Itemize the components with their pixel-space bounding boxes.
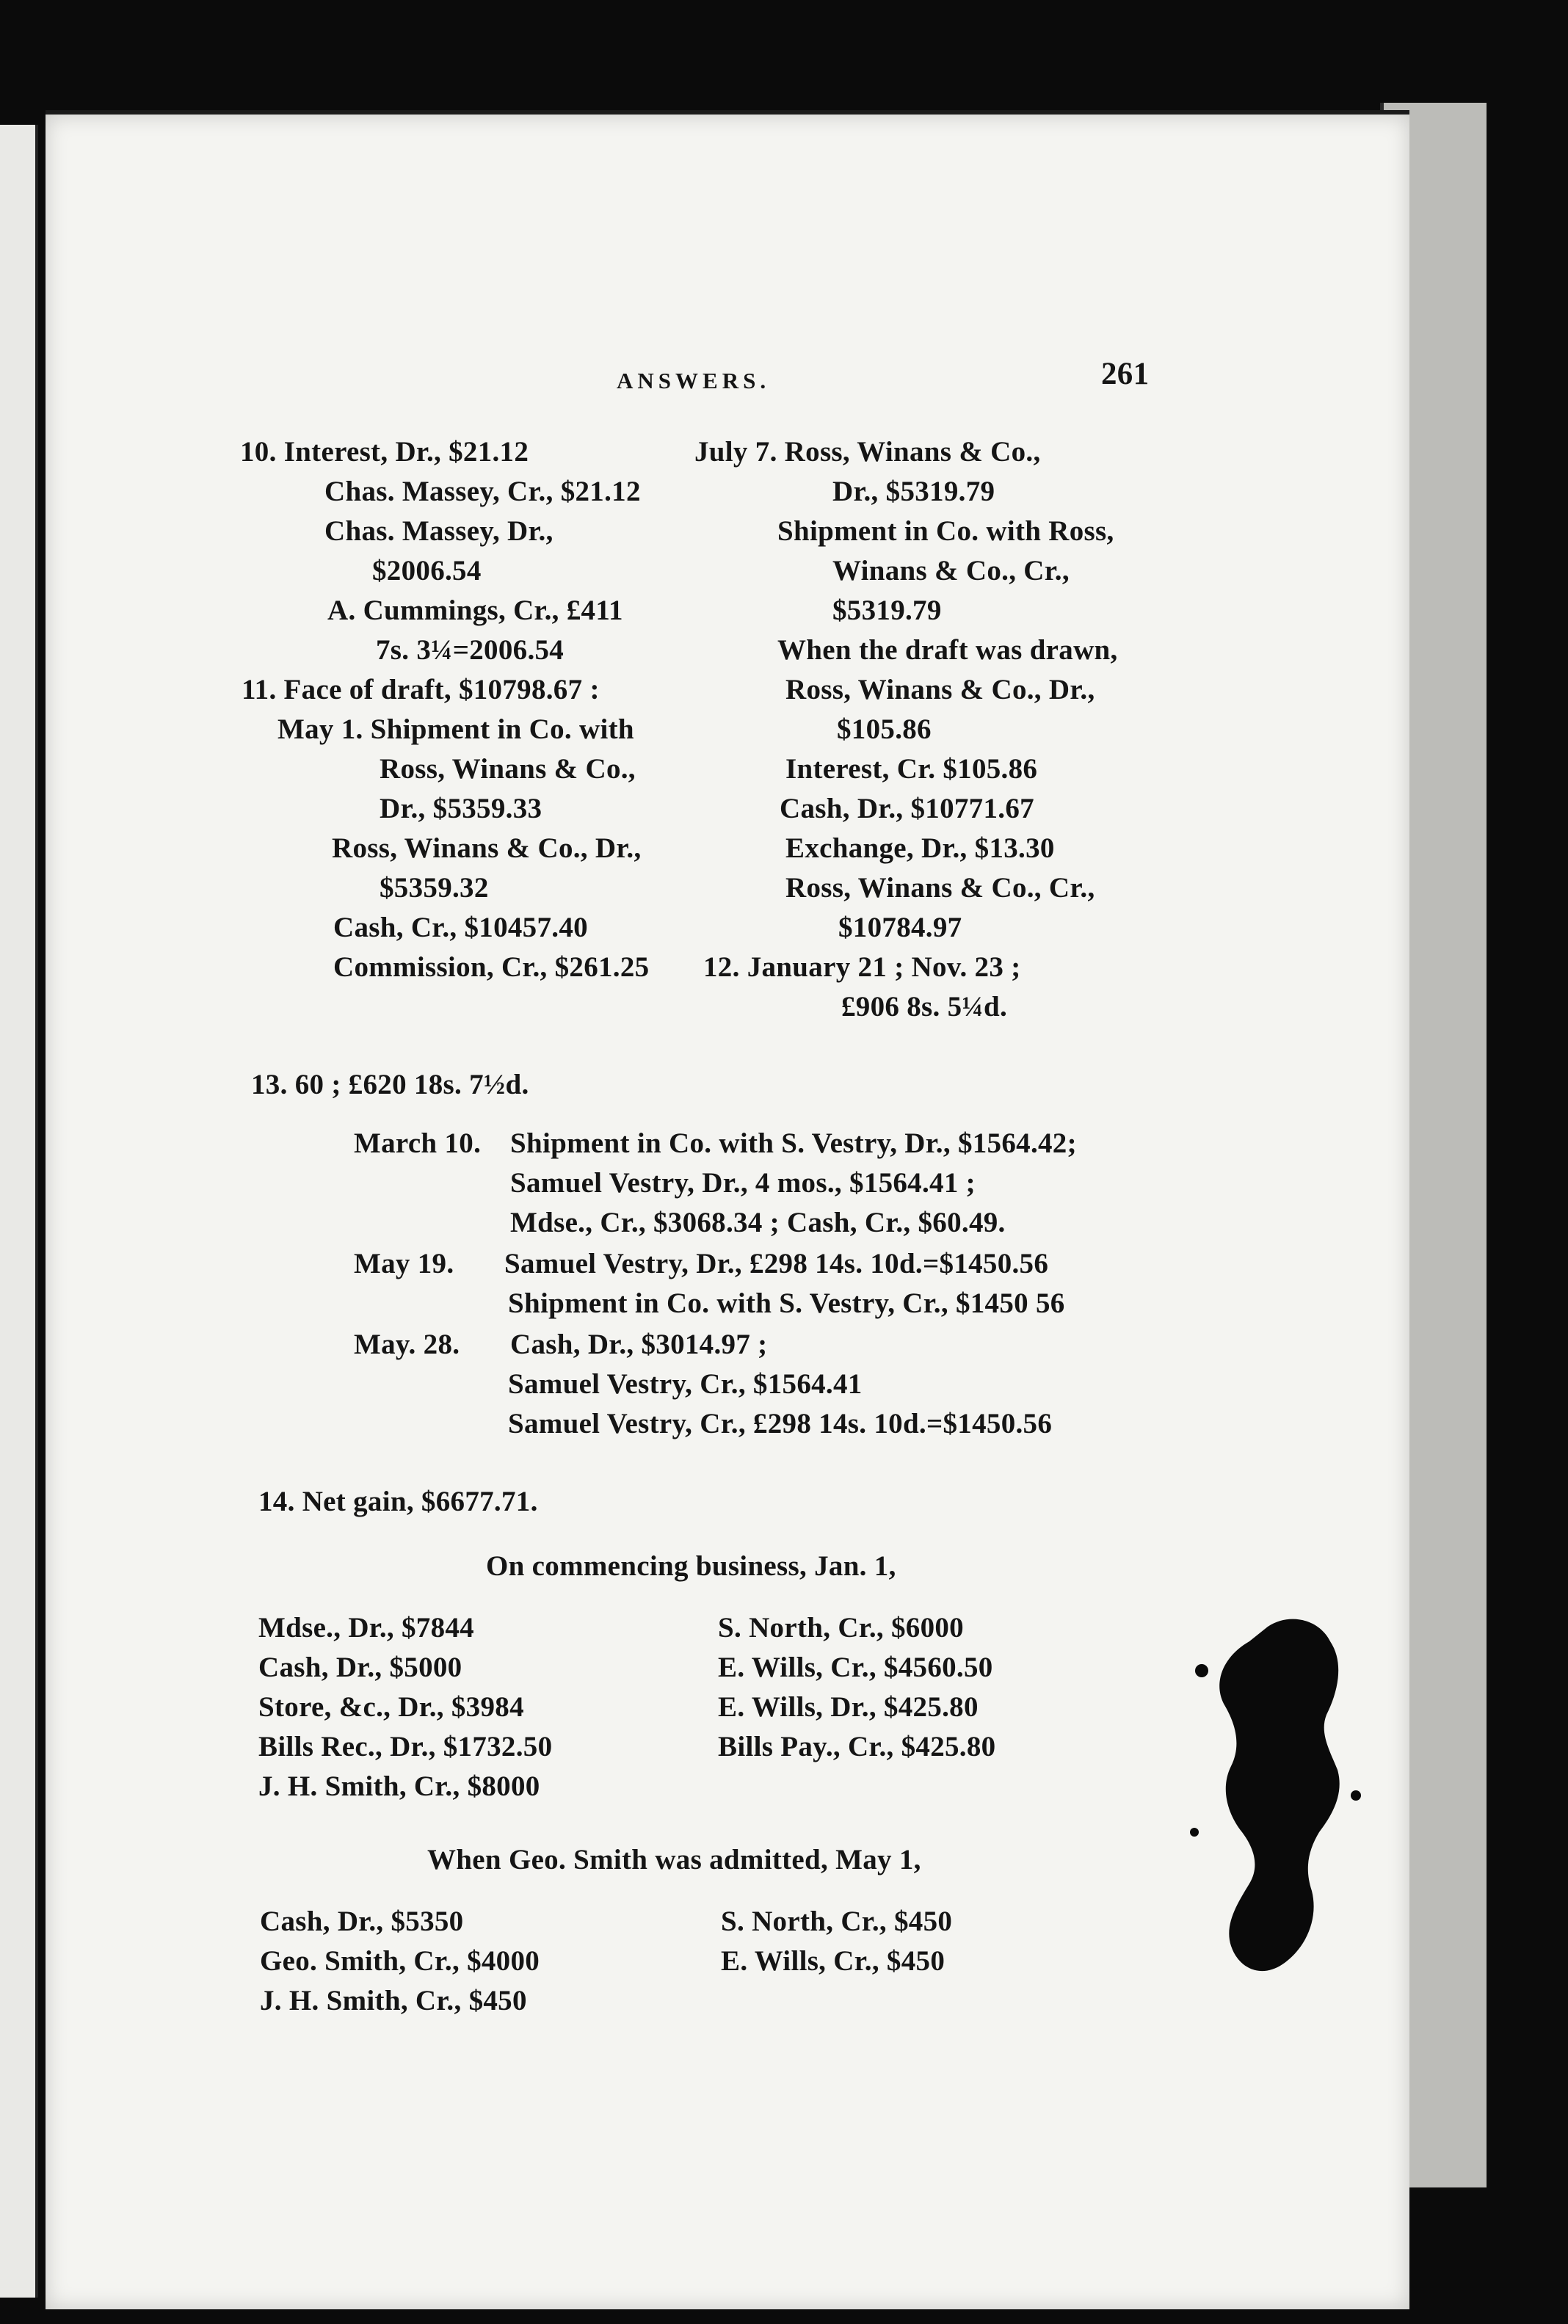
- entry-line: E. Wills, Cr., $4560.50: [718, 1652, 993, 1683]
- entry-line: Bills Pay., Cr., $425.80: [718, 1731, 996, 1762]
- answer-line: When the draft was drawn,: [777, 634, 1118, 666]
- entry-line: Cash, Dr., $5000: [258, 1652, 462, 1683]
- section-heading: When Geo. Smith was admitted, May 1,: [427, 1844, 921, 1875]
- answer-line: July 7. Ross, Winans & Co.,: [694, 436, 1041, 468]
- answer-line: $5359.32: [380, 872, 489, 904]
- entry-line: J. H. Smith, Cr., $450: [260, 1985, 527, 2016]
- entry-line: S. North, Cr., $450: [721, 1906, 953, 1937]
- answer-line: Dr., $5359.33: [380, 793, 542, 824]
- answer-line: 12. January 21 ; Nov. 23 ;: [703, 951, 1021, 983]
- answer-line: Chas. Massey, Cr., $21.12: [324, 476, 641, 507]
- ink-blot: [1180, 1612, 1378, 1994]
- answer-line: $105.86: [837, 713, 932, 745]
- entry-line: J. H. Smith, Cr., $8000: [258, 1771, 540, 1802]
- answer-line: May 1. Shipment in Co. with: [277, 713, 634, 745]
- answer-line: £906 8s. 5¼d.: [841, 991, 1008, 1023]
- answer-line: $2006.54: [372, 555, 482, 587]
- entry-line: S. North, Cr., $6000: [718, 1612, 964, 1644]
- answer-line: Ross, Winans & Co., Dr.,: [785, 674, 1095, 705]
- entry-date: May 19.: [354, 1248, 454, 1279]
- answer-line: Commission, Cr., $261.25: [333, 951, 650, 983]
- entry-line: Store, &c., Dr., $3984: [258, 1691, 524, 1723]
- entry-line: Shipment in Co. with S. Vestry, Cr., $1450 56: [508, 1288, 1065, 1319]
- entry-date: May. 28.: [354, 1329, 460, 1360]
- answer-line: 11. Face of draft, $10798.67 :: [242, 674, 600, 705]
- answer-13-intro: 13. 60 ; £620 18s. 7½d.: [251, 1069, 529, 1100]
- answer-line: $5319.79: [832, 595, 942, 626]
- answer-line: 10. Interest, Dr., $21.12: [240, 436, 529, 468]
- answer-14-net-gain: 14. Net gain, $6677.71.: [258, 1486, 538, 1517]
- entry-line: Samuel Vestry, Cr., £298 14s. 10d.=$1450.56: [508, 1408, 1053, 1439]
- answer-line: Dr., $5319.79: [832, 476, 995, 507]
- answer-line: Interest, Cr. $105.86: [785, 753, 1038, 785]
- entry-line: Bills Rec., Dr., $1732.50: [258, 1731, 553, 1762]
- answer-line: Cash, Cr., $10457.40: [333, 912, 588, 943]
- entry-line: Samuel Vestry, Cr., $1564.41: [508, 1368, 863, 1400]
- answer-line: Winans & Co., Cr.,: [832, 555, 1070, 587]
- entry-line: Mdse., Cr., $3068.34 ; Cash, Cr., $60.49.: [510, 1207, 1006, 1238]
- running-header-title: ANSWERS.: [617, 368, 771, 393]
- answer-line: Shipment in Co. with Ross,: [777, 515, 1114, 547]
- answer-line: Cash, Dr., $10771.67: [780, 793, 1034, 824]
- entry-date: March 10.: [354, 1127, 482, 1159]
- entry-line: Cash, Dr., $3014.97 ;: [510, 1329, 768, 1360]
- answer-line: $10784.97: [838, 912, 962, 943]
- entry-line: Shipment in Co. with S. Vestry, Dr., $1564.42;: [510, 1127, 1077, 1159]
- entry-line: E. Wills, Dr., $425.80: [718, 1691, 979, 1723]
- adjacent-page-edge: [0, 125, 38, 2298]
- answer-line: 7s. 3¼=2006.54: [376, 634, 565, 666]
- page-number: 261: [1101, 357, 1150, 391]
- entry-line: Samuel Vestry, Dr., 4 mos., $1564.41 ;: [510, 1167, 976, 1199]
- answer-line: Ross, Winans & Co., Cr.,: [785, 872, 1095, 904]
- entry-line: E. Wills, Cr., $450: [721, 1945, 945, 1977]
- answer-line: A. Cummings, Cr., £411: [327, 595, 623, 626]
- answer-line: Ross, Winans & Co.,: [380, 753, 636, 785]
- entry-line: Samuel Vestry, Dr., £298 14s. 10d.=$1450.56: [504, 1248, 1049, 1279]
- answer-line: Ross, Winans & Co., Dr.,: [332, 832, 642, 864]
- book-page: [46, 110, 1409, 2309]
- entry-line: Cash, Dr., $5350: [260, 1906, 464, 1937]
- entry-line: Mdse., Dr., $7844: [258, 1612, 474, 1644]
- entry-line: Geo. Smith, Cr., $4000: [260, 1945, 540, 1977]
- section-heading: On commencing business, Jan. 1,: [486, 1550, 896, 1582]
- answer-line: Chas. Massey, Dr.,: [324, 515, 553, 547]
- answer-line: Exchange, Dr., $13.30: [785, 832, 1055, 864]
